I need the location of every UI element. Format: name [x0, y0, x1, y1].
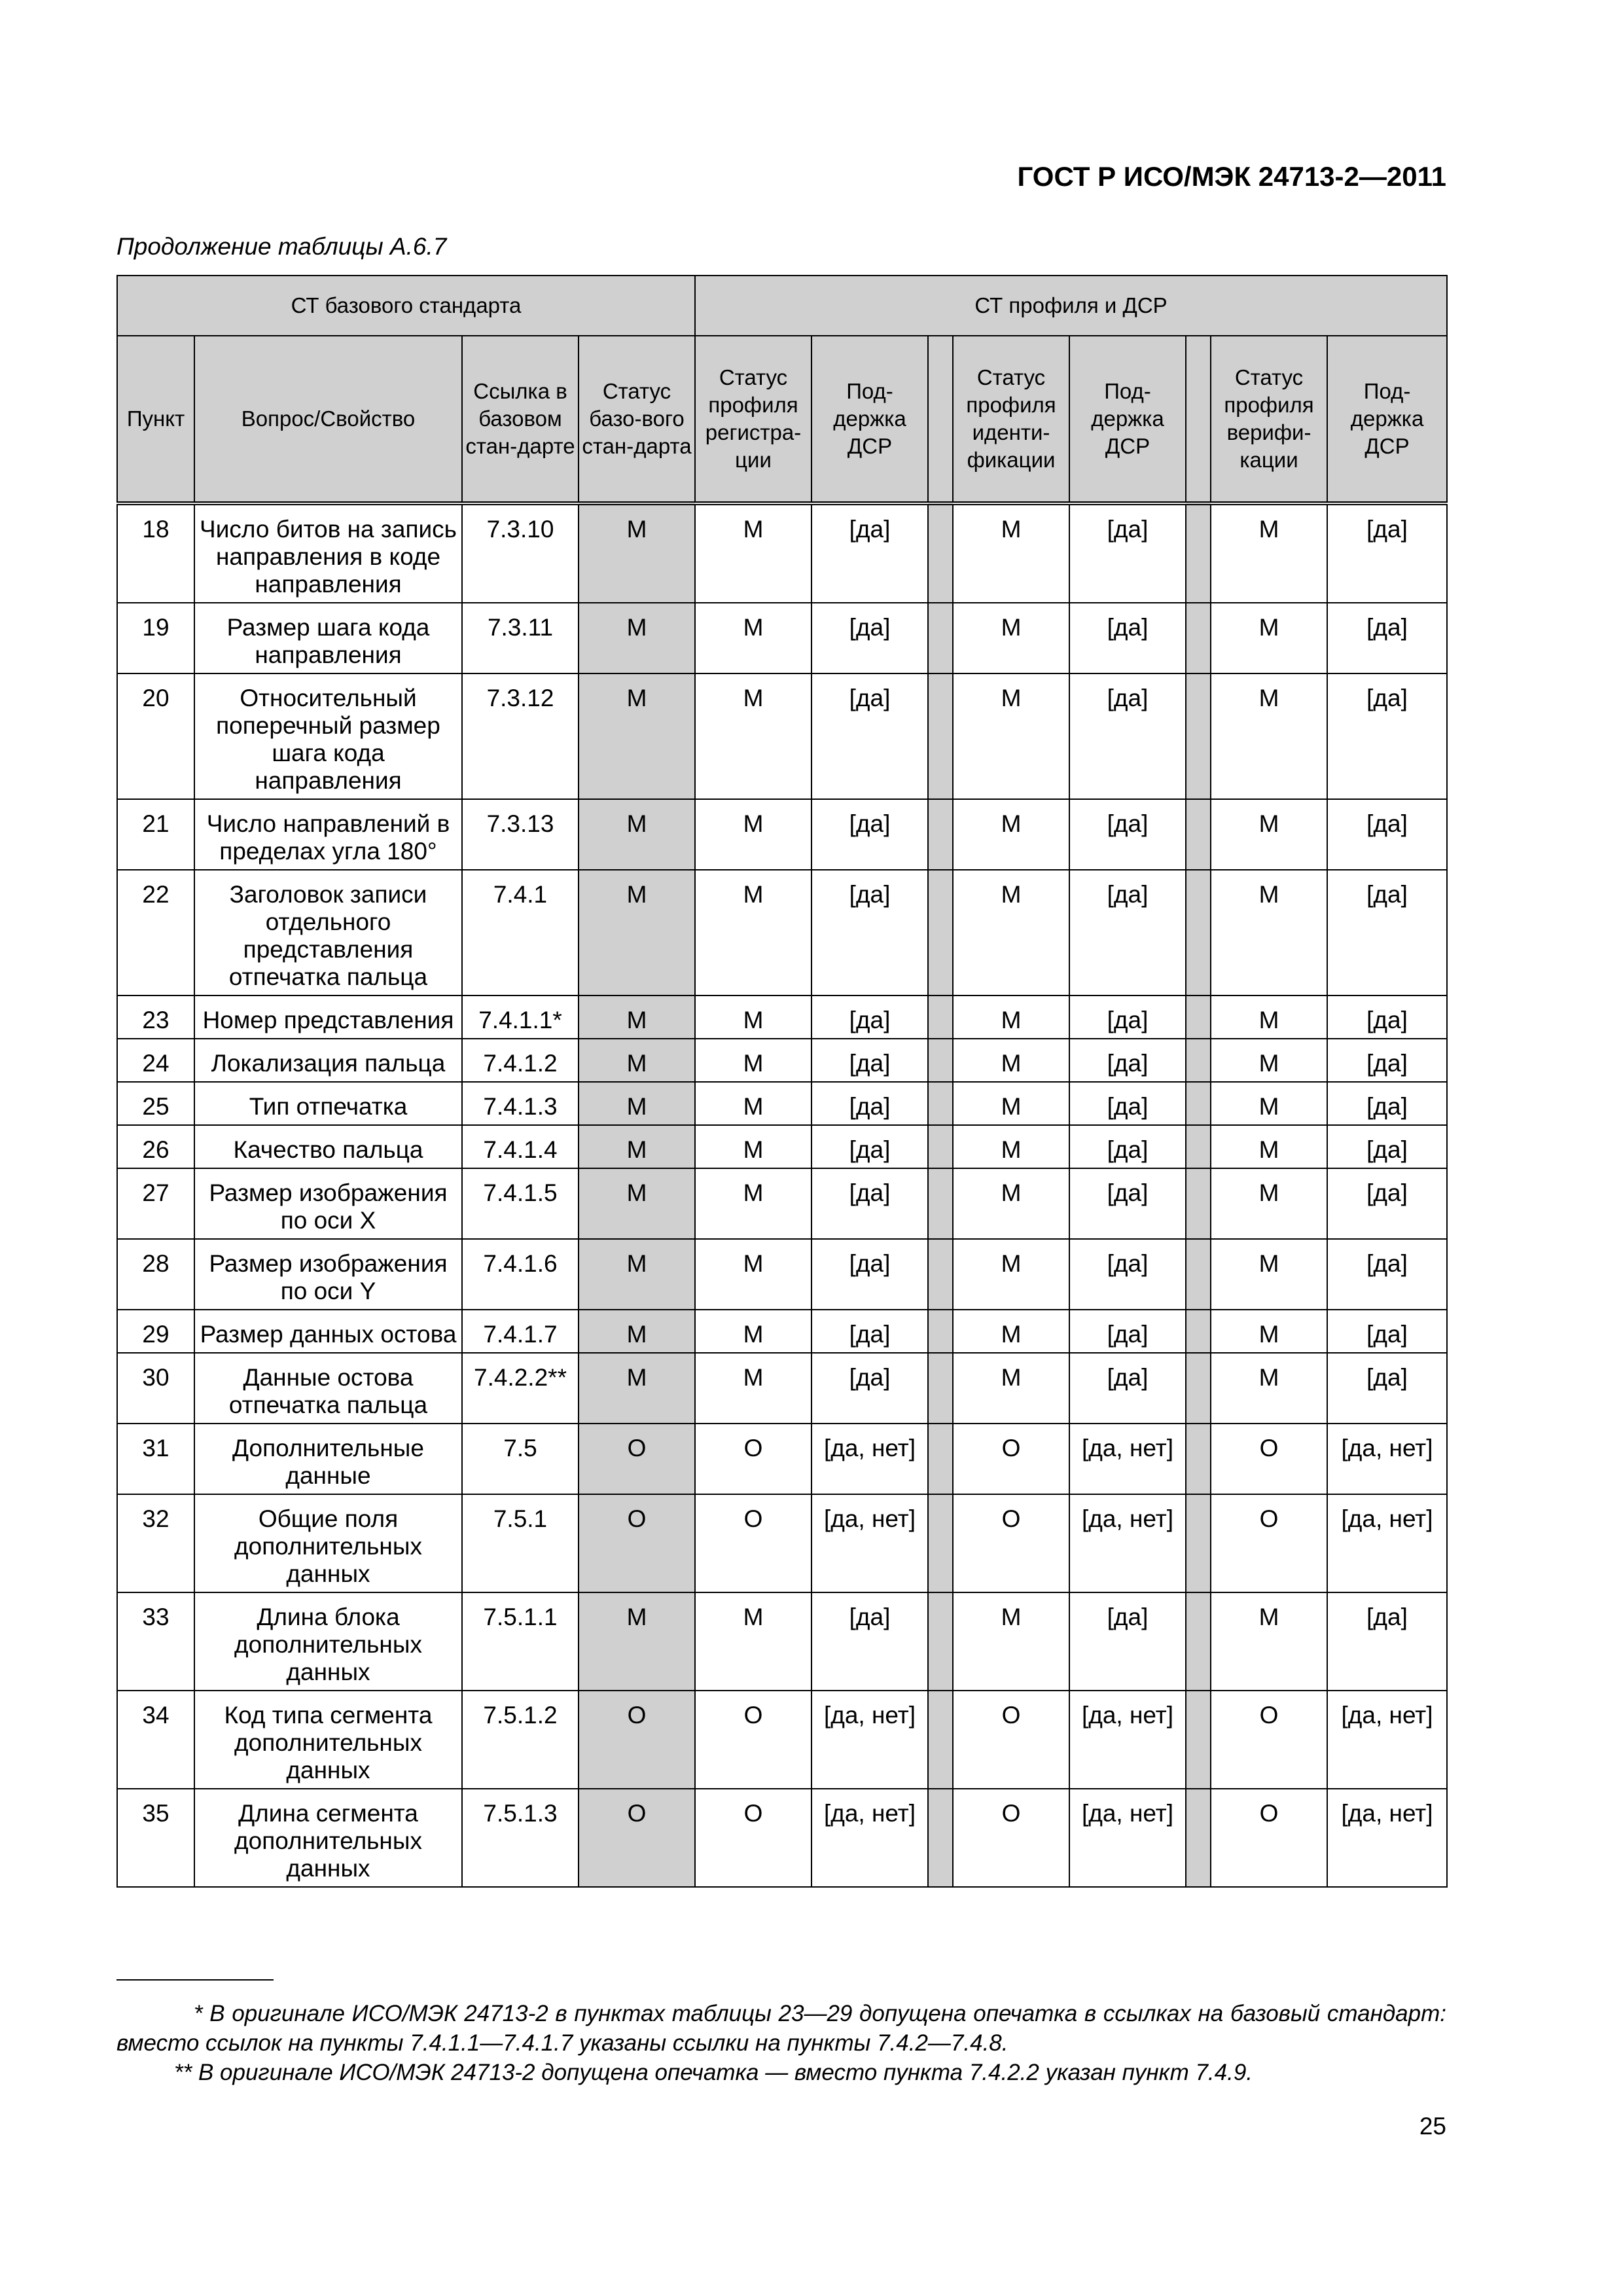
cell-base-status: M: [579, 799, 695, 870]
cell-verif-support: [да]: [1327, 799, 1447, 870]
cell-ident-support: [да]: [1069, 503, 1186, 603]
cell-verif-status: M: [1211, 1125, 1327, 1168]
cell-question: Заголовок записи отдельного представления отпечатка пальца: [194, 870, 462, 996]
cell-base-status: M: [579, 870, 695, 996]
cell-reg-status: O: [695, 1789, 812, 1887]
cell-reg-support: [да]: [812, 1353, 928, 1424]
cell-ident-support: [да]: [1069, 1125, 1186, 1168]
cell-verif-status: M: [1211, 1082, 1327, 1125]
table-row: [117, 1239, 1447, 1310]
separator-cell: [928, 1310, 953, 1353]
cell-reg-status: M: [695, 603, 812, 673]
cell-question: Номер представления: [194, 996, 462, 1039]
cell-base-ref: 7.4.1.2: [462, 1039, 579, 1082]
cell-item: 32: [117, 1494, 194, 1592]
cell-item: 21: [117, 799, 194, 870]
cell-reg-status: M: [695, 503, 812, 603]
cell-verif-support: [да, нет]: [1327, 1424, 1447, 1494]
cell-reg-support: [да]: [812, 1168, 928, 1239]
cell-base-status: M: [579, 1592, 695, 1691]
separator-cell: [928, 1239, 953, 1310]
cell-item: 27: [117, 1168, 194, 1239]
col-header-reg-status: Статус профиля регистра-ции: [695, 336, 812, 503]
separator-cell: [928, 1082, 953, 1125]
cell-base-status: O: [579, 1494, 695, 1592]
table-row: [117, 1592, 1447, 1691]
cell-base-ref: 7.4.1: [462, 870, 579, 996]
cell-verif-status: O: [1211, 1494, 1327, 1592]
cell-question: Код типа сегмента дополнительных данных: [194, 1691, 462, 1789]
cell-ident-status: M: [953, 503, 1069, 603]
cell-base-ref: 7.3.10: [462, 503, 579, 603]
cell-ident-status: O: [953, 1789, 1069, 1887]
cell-ident-status: M: [953, 1592, 1069, 1691]
cell-ident-support: [да]: [1069, 1039, 1186, 1082]
cell-item: 22: [117, 870, 194, 996]
separator-cell: [928, 799, 953, 870]
footnote-1: * В оригинале ИСО/МЭК 24713-2 в пунктах таблицы 23—29 допущена опечатка в ссылках на базовый стандарт: вместо ссылок на пункты 7.4.1.1—7.4.1.7 указаны ссылки на пункты 7.4.2—7.4.8.: [116, 2001, 1446, 2056]
separator-cell: [1186, 1592, 1211, 1691]
cell-ident-status: M: [953, 1125, 1069, 1168]
separator-cell: [928, 1494, 953, 1592]
cell-question: Размер шага кода направления: [194, 603, 462, 673]
table-row: [117, 673, 1447, 799]
separator-cell: [928, 1691, 953, 1789]
cell-reg-support: [да]: [812, 673, 928, 799]
cell-reg-support: [да, нет]: [812, 1691, 928, 1789]
col-header-base-ref: Ссылка в базовом стан-дарте: [462, 336, 579, 503]
cell-reg-support: [да]: [812, 1239, 928, 1310]
cell-verif-status: O: [1211, 1691, 1327, 1789]
cell-question: Общие поля дополнительных данных: [194, 1494, 462, 1592]
separator-cell: [1186, 673, 1211, 799]
cell-reg-support: [да, нет]: [812, 1789, 928, 1887]
cell-verif-status: M: [1211, 1310, 1327, 1353]
cell-ident-support: [да]: [1069, 1168, 1186, 1239]
table-row: [117, 1125, 1447, 1168]
cell-reg-support: [да]: [812, 1592, 928, 1691]
cell-item: 33: [117, 1592, 194, 1691]
cell-reg-support: [да, нет]: [812, 1494, 928, 1592]
table-caption: Продолжение таблицы А.6.7: [116, 233, 447, 260]
table-row: [117, 1424, 1447, 1494]
table-row: [117, 799, 1447, 870]
cell-item: 35: [117, 1789, 194, 1887]
cell-item: 26: [117, 1125, 194, 1168]
separator-cell: [928, 673, 953, 799]
cell-ident-support: [да]: [1069, 996, 1186, 1039]
cell-reg-support: [да]: [812, 870, 928, 996]
separator-cell: [928, 1039, 953, 1082]
cell-verif-support: [да]: [1327, 603, 1447, 673]
cell-base-status: M: [579, 1168, 695, 1239]
cell-verif-status: M: [1211, 673, 1327, 799]
cell-reg-status: M: [695, 1039, 812, 1082]
col-header-base-status: Статус базо-вого стан-дарта: [579, 336, 695, 503]
cell-verif-status: M: [1211, 1168, 1327, 1239]
cell-base-ref: 7.3.11: [462, 603, 579, 673]
separator-cell: [1186, 603, 1211, 673]
cell-ident-support: [да]: [1069, 1353, 1186, 1424]
cell-question: Данные остова отпечатка пальца: [194, 1353, 462, 1424]
cell-base-ref: 7.3.13: [462, 799, 579, 870]
cell-verif-support: [да]: [1327, 996, 1447, 1039]
cell-reg-status: M: [695, 870, 812, 996]
col-header-question: Вопрос/Свойство: [194, 336, 462, 503]
cell-reg-status: O: [695, 1424, 812, 1494]
cell-reg-status: M: [695, 1168, 812, 1239]
separator-cell: [1186, 1239, 1211, 1310]
cell-item: 28: [117, 1239, 194, 1310]
separator-cell: [928, 1125, 953, 1168]
table-row: [117, 1494, 1447, 1592]
footnote-separator: [116, 1979, 274, 1981]
cell-base-status: M: [579, 1082, 695, 1125]
cell-verif-support: [да]: [1327, 1039, 1447, 1082]
cell-verif-status: O: [1211, 1789, 1327, 1887]
group-header-base: СТ базового стандарта: [117, 276, 695, 336]
table-row: [117, 1039, 1447, 1082]
separator-cell: [928, 1168, 953, 1239]
cell-base-ref: 7.4.2.2**: [462, 1353, 579, 1424]
cell-question: Размер изображения по оси Y: [194, 1239, 462, 1310]
cell-reg-status: M: [695, 1082, 812, 1125]
separator-cell: [1186, 1039, 1211, 1082]
column-header-row: [117, 336, 1447, 503]
cell-verif-status: M: [1211, 870, 1327, 996]
group-header-profile: СТ профиля и ДСР: [695, 276, 1447, 336]
separator-cell: [928, 503, 953, 603]
cell-item: 25: [117, 1082, 194, 1125]
cell-ident-status: M: [953, 1310, 1069, 1353]
table-row: [117, 996, 1447, 1039]
cell-reg-status: M: [695, 1239, 812, 1310]
cell-ident-status: M: [953, 1239, 1069, 1310]
separator-cell: [928, 603, 953, 673]
cell-reg-status: M: [695, 1353, 812, 1424]
cell-question: Размер изображения по оси X: [194, 1168, 462, 1239]
cell-item: 18: [117, 503, 194, 603]
cell-verif-support: [да, нет]: [1327, 1691, 1447, 1789]
separator-cell: [1186, 996, 1211, 1039]
cell-reg-support: [да]: [812, 1082, 928, 1125]
cell-ident-support: [да, нет]: [1069, 1494, 1186, 1592]
cell-base-status: M: [579, 1239, 695, 1310]
separator-cell: [1186, 1310, 1211, 1353]
cell-ident-support: [да]: [1069, 1310, 1186, 1353]
cell-ident-status: M: [953, 603, 1069, 673]
cell-base-ref: 7.4.1.4: [462, 1125, 579, 1168]
separator-cell: [1186, 1168, 1211, 1239]
cell-reg-status: M: [695, 673, 812, 799]
cell-verif-support: [да, нет]: [1327, 1789, 1447, 1887]
cell-reg-support: [да]: [812, 603, 928, 673]
cell-base-status: M: [579, 1125, 695, 1168]
cell-base-ref: 7.5: [462, 1424, 579, 1494]
cell-ident-status: M: [953, 1353, 1069, 1424]
cell-question: Число направлений в пределах угла 180°: [194, 799, 462, 870]
separator-cell: [1186, 1424, 1211, 1494]
separator-cell: [1186, 799, 1211, 870]
cell-item: 24: [117, 1039, 194, 1082]
cell-base-status: M: [579, 673, 695, 799]
cell-base-status: M: [579, 503, 695, 603]
col-header-verif-support: Под-держка ДСР: [1327, 336, 1447, 503]
cell-base-ref: 7.5.1.3: [462, 1789, 579, 1887]
separator-cell: [928, 1353, 953, 1424]
cell-item: 30: [117, 1353, 194, 1424]
cell-ident-status: M: [953, 1082, 1069, 1125]
separator-column: [1186, 336, 1211, 503]
cell-verif-support: [да]: [1327, 870, 1447, 996]
cell-item: 31: [117, 1424, 194, 1494]
col-header-item: Пункт: [117, 336, 194, 503]
cell-reg-support: [да, нет]: [812, 1424, 928, 1494]
table-row: [117, 603, 1447, 673]
cell-verif-status: M: [1211, 1239, 1327, 1310]
cell-base-status: M: [579, 603, 695, 673]
cell-verif-support: [да]: [1327, 673, 1447, 799]
cell-ident-status: O: [953, 1691, 1069, 1789]
separator-cell: [1186, 1494, 1211, 1592]
cell-item: 23: [117, 996, 194, 1039]
cell-verif-status: M: [1211, 1353, 1327, 1424]
cell-ident-support: [да]: [1069, 1082, 1186, 1125]
cell-ident-status: O: [953, 1424, 1069, 1494]
cell-verif-status: O: [1211, 1424, 1327, 1494]
cell-verif-support: [да]: [1327, 1168, 1447, 1239]
cell-reg-status: M: [695, 1310, 812, 1353]
cell-base-status: M: [579, 1310, 695, 1353]
table-row: [117, 1168, 1447, 1239]
cell-reg-status: M: [695, 799, 812, 870]
table-row: [117, 503, 1447, 603]
cell-base-ref: 7.4.1.6: [462, 1239, 579, 1310]
cell-base-status: M: [579, 1039, 695, 1082]
cell-ident-status: M: [953, 1168, 1069, 1239]
cell-verif-support: [да]: [1327, 1592, 1447, 1691]
separator-cell: [1186, 503, 1211, 603]
cell-base-ref: 7.4.1.3: [462, 1082, 579, 1125]
separator-cell: [928, 1789, 953, 1887]
cell-ident-support: [да]: [1069, 870, 1186, 996]
separator-cell: [1186, 1691, 1211, 1789]
cell-base-ref: 7.3.12: [462, 673, 579, 799]
cell-base-status: M: [579, 1353, 695, 1424]
cell-base-status: M: [579, 996, 695, 1039]
cell-base-ref: 7.5.1: [462, 1494, 579, 1592]
cell-base-ref: 7.5.1.1: [462, 1592, 579, 1691]
cell-reg-support: [да]: [812, 799, 928, 870]
cell-verif-support: [да]: [1327, 503, 1447, 603]
separator-cell: [928, 996, 953, 1039]
cell-ident-support: [да, нет]: [1069, 1424, 1186, 1494]
document-header: ГОСТ Р ИСО/МЭК 24713-2—2011: [1017, 161, 1446, 192]
cell-verif-support: [да]: [1327, 1310, 1447, 1353]
cell-item: 20: [117, 673, 194, 799]
cell-ident-support: [да, нет]: [1069, 1789, 1186, 1887]
cell-ident-status: M: [953, 673, 1069, 799]
cell-verif-support: [да]: [1327, 1239, 1447, 1310]
cell-ident-support: [да]: [1069, 1592, 1186, 1691]
cell-question: Локализация пальца: [194, 1039, 462, 1082]
cell-ident-status: M: [953, 799, 1069, 870]
cell-item: 19: [117, 603, 194, 673]
cell-ident-support: [да, нет]: [1069, 1691, 1186, 1789]
cell-question: Относительный поперечный размер шага кода направления: [194, 673, 462, 799]
cell-verif-support: [да]: [1327, 1353, 1447, 1424]
cell-question: Качество пальца: [194, 1125, 462, 1168]
cell-ident-status: M: [953, 996, 1069, 1039]
cell-ident-support: [да]: [1069, 799, 1186, 870]
table-row: [117, 1353, 1447, 1424]
cell-reg-status: M: [695, 996, 812, 1039]
col-header-ident-support: Под-держка ДСР: [1069, 336, 1186, 503]
separator-cell: [1186, 1125, 1211, 1168]
table-row: [117, 1691, 1447, 1789]
cell-question: Длина блока дополнительных данных: [194, 1592, 462, 1691]
separator-cell: [928, 870, 953, 996]
cell-reg-support: [да]: [812, 1039, 928, 1082]
cell-question: Длина сегмента дополнительных данных: [194, 1789, 462, 1887]
table-row: [117, 1789, 1447, 1887]
cell-ident-status: M: [953, 870, 1069, 996]
cell-verif-status: M: [1211, 503, 1327, 603]
page-number: 25: [1419, 2113, 1446, 2140]
cell-reg-status: M: [695, 1592, 812, 1691]
cell-base-ref: 7.4.1.1*: [462, 996, 579, 1039]
cell-base-status: O: [579, 1691, 695, 1789]
table-row: [117, 1082, 1447, 1125]
col-header-ident-status: Статус профиля иденти-фикации: [953, 336, 1069, 503]
separator-cell: [1186, 1353, 1211, 1424]
cell-reg-support: [да]: [812, 1125, 928, 1168]
cell-base-status: O: [579, 1789, 695, 1887]
cell-ident-status: M: [953, 1039, 1069, 1082]
cell-reg-support: [да]: [812, 996, 928, 1039]
cell-verif-support: [да]: [1327, 1125, 1447, 1168]
cell-verif-status: M: [1211, 1592, 1327, 1691]
cell-verif-status: M: [1211, 996, 1327, 1039]
cell-reg-support: [да]: [812, 503, 928, 603]
cell-verif-support: [да]: [1327, 1082, 1447, 1125]
cell-base-ref: 7.5.1.2: [462, 1691, 579, 1789]
cell-base-ref: 7.4.1.7: [462, 1310, 579, 1353]
cell-base-ref: 7.4.1.5: [462, 1168, 579, 1239]
separator-cell: [928, 1424, 953, 1494]
cell-question: Тип отпечатка: [194, 1082, 462, 1125]
cell-question: Дополнительные данные: [194, 1424, 462, 1494]
separator-cell: [1186, 1789, 1211, 1887]
cell-ident-support: [да]: [1069, 673, 1186, 799]
cell-verif-support: [да, нет]: [1327, 1494, 1447, 1592]
col-header-verif-status: Статус профиля верифи-кации: [1211, 336, 1327, 503]
conformance-table: [116, 275, 1448, 1888]
cell-ident-support: [да]: [1069, 1239, 1186, 1310]
table-row: [117, 870, 1447, 996]
col-header-reg-support: Под-держка ДСР: [812, 336, 928, 503]
separator-cell: [1186, 870, 1211, 996]
cell-verif-status: M: [1211, 1039, 1327, 1082]
group-header-row: [117, 276, 1447, 336]
cell-reg-status: O: [695, 1691, 812, 1789]
cell-question: Число битов на запись направления в коде направления: [194, 503, 462, 603]
separator-cell: [1186, 1082, 1211, 1125]
table-row: [117, 1310, 1447, 1353]
footnote-2: ** В оригинале ИСО/МЭК 24713-2 допущена опечатка — вместо пункта 7.4.2.2 указан пункт 7.4.9.: [174, 2060, 1253, 2085]
cell-reg-status: M: [695, 1125, 812, 1168]
cell-reg-status: O: [695, 1494, 812, 1592]
cell-reg-support: [да]: [812, 1310, 928, 1353]
cell-base-status: O: [579, 1424, 695, 1494]
cell-question: Размер данных остова: [194, 1310, 462, 1353]
cell-verif-status: M: [1211, 603, 1327, 673]
separator-column: [928, 336, 953, 503]
separator-cell: [928, 1592, 953, 1691]
cell-ident-status: O: [953, 1494, 1069, 1592]
cell-item: 29: [117, 1310, 194, 1353]
cell-ident-support: [да]: [1069, 603, 1186, 673]
cell-verif-status: M: [1211, 799, 1327, 870]
cell-item: 34: [117, 1691, 194, 1789]
